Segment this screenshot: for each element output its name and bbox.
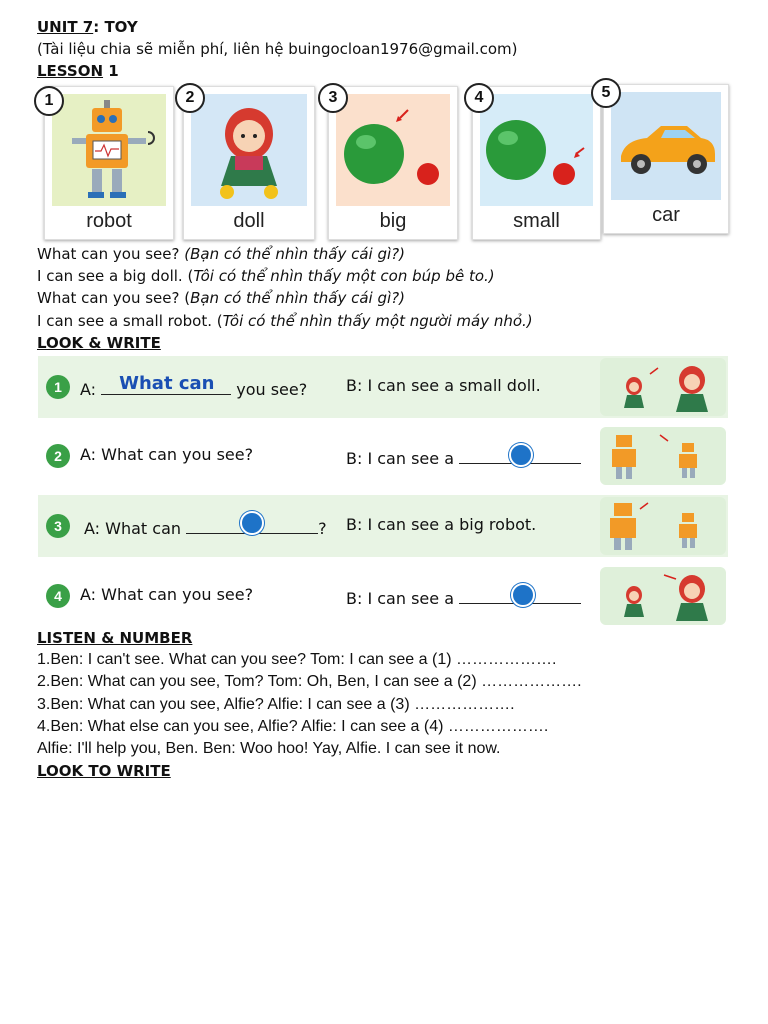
phrase-en: What can you see? ( <box>37 289 191 307</box>
cursor-icon <box>509 443 533 467</box>
cursor-icon <box>240 511 264 535</box>
question-a <box>80 373 308 399</box>
listen-heading: LISTEN & NUMBER <box>37 629 193 647</box>
doll-comparison-icon <box>600 358 726 416</box>
phrase-en: I can see a small robot. ( <box>37 312 223 330</box>
answer-blank[interactable] <box>459 445 581 464</box>
flashcard-big <box>328 86 458 240</box>
card-word: small <box>513 210 560 232</box>
look-to-write-heading: LOOK TO WRITE <box>37 762 171 780</box>
answer-b <box>346 585 581 608</box>
answer-blank[interactable] <box>101 373 231 395</box>
lesson-title <box>37 62 119 80</box>
answer-blank[interactable] <box>186 515 318 534</box>
small-ball-icon <box>480 94 593 206</box>
doll-comparison-icon <box>600 567 726 625</box>
flashcard-small <box>472 86 601 240</box>
question-prefix: A: What can <box>84 519 187 538</box>
card-number-5: 5 <box>591 78 621 108</box>
exercise-row-2 <box>38 425 728 487</box>
cursor-icon <box>511 583 535 607</box>
robot-comparison-icon <box>600 497 726 555</box>
question-suffix: you see? <box>231 380 308 399</box>
listen-line-5: Alfie: I'll help you, Ben. Ben: Woo hoo! Yay, Alfie. I can see it now. <box>37 740 501 757</box>
card-number-2: 2 <box>175 83 205 113</box>
answer-prefix: B: I can see a <box>346 449 460 468</box>
card-word: big <box>379 210 407 232</box>
lesson-label: LESSON <box>37 62 104 80</box>
look-write-heading: LOOK & WRITE <box>37 334 161 352</box>
exercise-row-4 <box>38 565 728 627</box>
robot-icon <box>52 94 166 206</box>
exercise-row-3 <box>38 495 728 557</box>
filled-answer: What can <box>119 373 215 394</box>
listen-line-2: 2.Ben: What can you see, Tom? Tom: Oh, Ben, I can see a (2) ………………. <box>37 673 582 690</box>
phrase-vi: (Bạn có thể nhìn thấy cái gì?) <box>184 245 405 263</box>
card-number-3: 3 <box>318 83 348 113</box>
exercise-row-1 <box>38 356 728 418</box>
question-a: A: What can you see? <box>80 585 254 604</box>
phrase-4 <box>37 312 533 330</box>
unit-label: UNIT 7 <box>37 18 94 36</box>
unit-topic: : TOY <box>93 18 138 36</box>
card-number-1: 1 <box>34 86 64 116</box>
big-ball-icon <box>336 94 450 206</box>
answer-blank[interactable] <box>459 585 581 604</box>
flashcard-robot <box>44 86 174 240</box>
doll-icon <box>191 94 307 206</box>
row-number: 1 <box>46 375 70 399</box>
question-prefix: A: <box>80 380 102 399</box>
phrase-3 <box>37 289 405 307</box>
answer-b <box>346 445 581 468</box>
robot-comparison-icon <box>600 427 726 485</box>
phrase-1 <box>37 245 405 263</box>
contact-note: (Tài liệu chia sẽ miễn phí, liên hệ buingocloan1976@gmail.com) <box>37 40 518 58</box>
question-a <box>84 515 327 538</box>
phrase-2 <box>37 267 495 285</box>
listen-line-1: 1.Ben: I can't see. What can you see? Tom: I can see a (1) ………………. <box>37 651 557 668</box>
answer-b: B: I can see a big robot. <box>346 515 537 534</box>
flashcard-car <box>603 84 729 234</box>
card-word: doll <box>233 210 265 232</box>
row-number: 3 <box>46 514 70 538</box>
lesson-number: 1 <box>103 62 119 80</box>
listen-line-3: 3.Ben: What can you see, Alfie? Alfie: I can see a (3) ………………. <box>37 696 515 713</box>
card-number-4: 4 <box>464 83 494 113</box>
unit-title <box>37 18 138 36</box>
listen-line-4: 4.Ben: What else can you see, Alfie? Alfie: I can see a (4) ………………. <box>37 718 549 735</box>
flashcard-doll <box>183 86 315 240</box>
card-word: car <box>652 204 680 226</box>
answer-b: B: I can see a small doll. <box>346 376 541 395</box>
phrase-en: I can see a big doll. ( <box>37 267 194 285</box>
phrase-en: What can you see? <box>37 245 185 263</box>
phrase-vi: Tôi có thể nhìn thấy một người máy nhỏ.) <box>222 312 533 330</box>
row-number: 2 <box>46 444 70 468</box>
car-icon <box>611 92 721 200</box>
row-number: 4 <box>46 584 70 608</box>
card-word: robot <box>86 210 132 232</box>
question-suffix: ? <box>318 519 327 538</box>
phrase-vi: Bạn có thể nhìn thấy cái gì?) <box>190 289 405 307</box>
question-a: A: What can you see? <box>80 445 254 464</box>
answer-prefix: B: I can see a <box>346 589 460 608</box>
phrase-vi: Tôi có thể nhìn thấy một con búp bê to.) <box>193 267 495 285</box>
